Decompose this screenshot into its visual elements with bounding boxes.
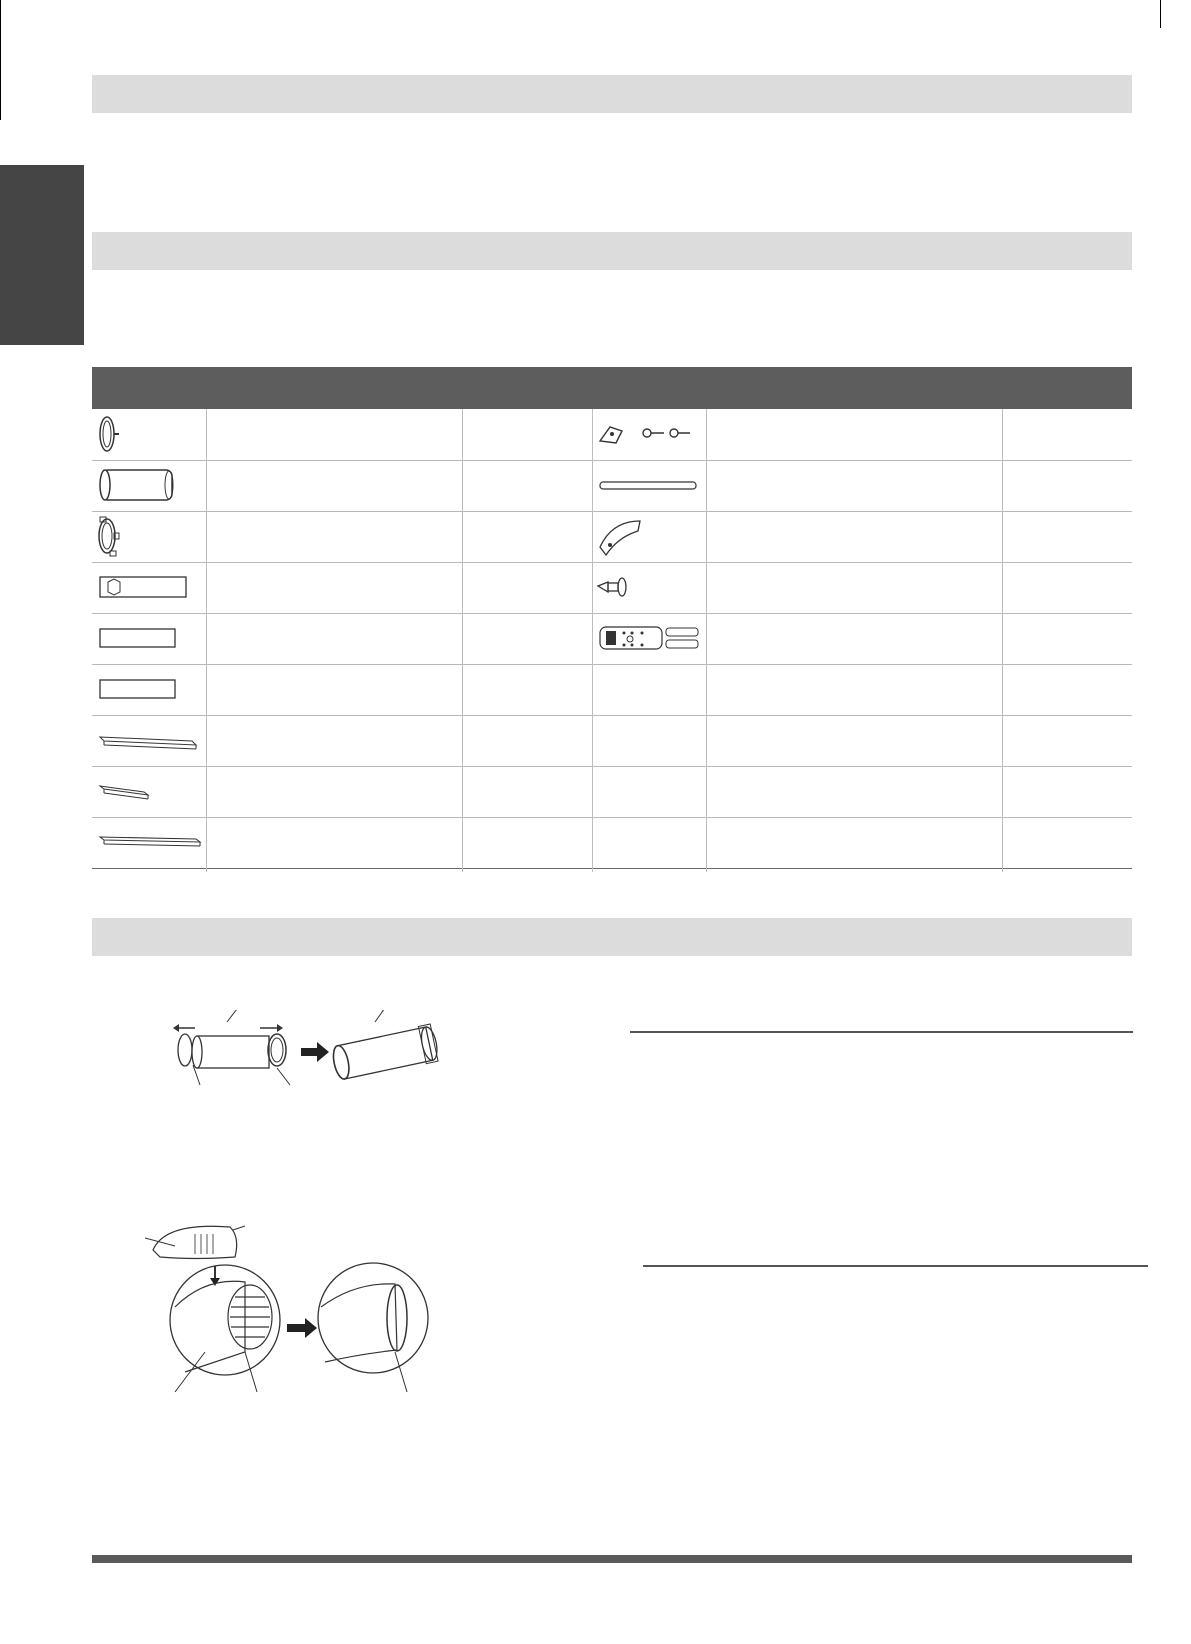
hose-adaptor-ring-icon xyxy=(92,409,206,460)
window-adaptor-icon xyxy=(92,511,206,562)
footer-bar xyxy=(92,1555,1132,1563)
window-panel-with-hole-icon xyxy=(92,562,206,613)
hose-clip-icon xyxy=(592,511,706,562)
parts-table xyxy=(92,409,1132,872)
hose-attach-illustration xyxy=(145,1222,435,1397)
window-panel-small-icon xyxy=(92,664,206,715)
hose-assembly-illustration xyxy=(165,1010,465,1095)
foam-seal-extra-long-icon xyxy=(92,817,206,868)
foam-seal-short-icon xyxy=(92,766,206,817)
col-divider xyxy=(1002,409,1003,872)
crop-mark-left xyxy=(0,0,1,120)
side-tab xyxy=(0,165,84,345)
parts-table-header xyxy=(92,367,1132,409)
section-band-3 xyxy=(92,918,1132,956)
window-panel-icon xyxy=(92,613,206,664)
text-rule xyxy=(643,1265,1148,1267)
exhaust-hose-icon xyxy=(92,460,206,511)
col-divider xyxy=(206,409,207,872)
drain-hose-icon xyxy=(592,460,706,511)
remote-and-batteries-icon xyxy=(592,613,706,664)
col-divider xyxy=(462,409,463,872)
text-rule xyxy=(630,1031,1133,1033)
bracket-and-screws-icon xyxy=(592,409,706,460)
table-row xyxy=(92,664,1132,716)
section-band-1 xyxy=(92,75,1132,113)
foam-seal-long-icon xyxy=(92,715,206,766)
table-row xyxy=(92,766,1132,818)
col-divider xyxy=(706,409,707,872)
anchor-bolt-icon xyxy=(592,562,706,613)
section-band-2 xyxy=(92,232,1132,270)
crop-mark-top xyxy=(1160,0,1161,28)
table-row xyxy=(92,817,1132,869)
table-row xyxy=(92,715,1132,767)
